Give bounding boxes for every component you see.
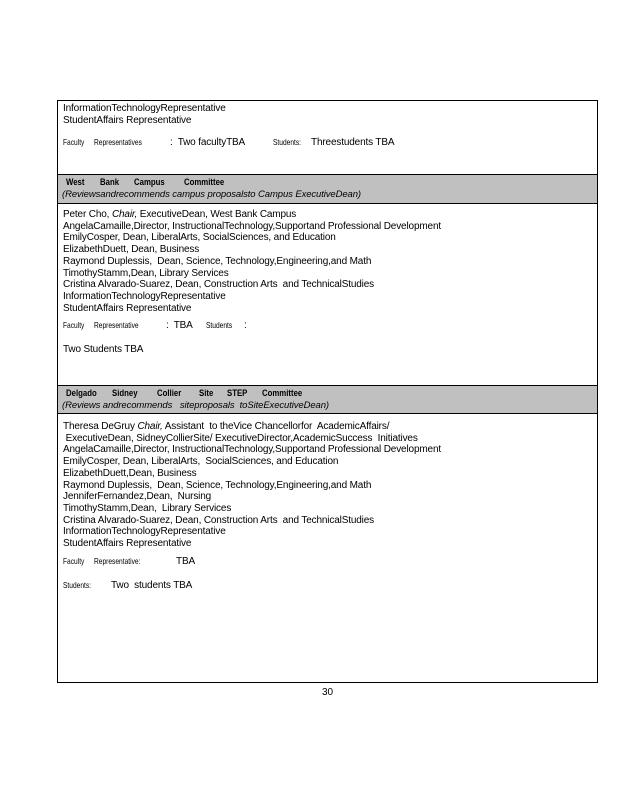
member-line: ElizabethDuett, Dean, Business [63,244,200,256]
intro-line: InformationTechnologyRepresentative [63,103,226,114]
title-word: Campus [134,177,165,188]
delgado-faculty-line [63,556,592,568]
faculty-label: Faculty [63,320,85,331]
member-line: StudentAffairs Representative [63,302,192,314]
west-bank-committee-subtitle: (Reviewsandrecommends campus proposalsto Campus ExecutiveDean) [62,189,361,200]
students-value: Two students TBA [111,579,193,591]
member-line: EmilyCosper, Dean, LiberalArts, SocialSciences, and Education [63,232,336,244]
west-bank-faculty-line [63,320,592,332]
delgado-committee-title [62,387,593,400]
member-line: Cristina Alvarado-Suarez, Dean, Construction Arts and TechnicalStudies [63,514,375,526]
faculty-label: Faculty [63,555,85,566]
students-value: Threestudents TBA [311,137,395,149]
chair-post: ExecutiveDean, West Bank Campus [137,209,297,220]
students-label: Students: [63,579,92,590]
representative-label: Representative: [94,555,141,566]
representatives-label: Representatives [94,137,142,148]
students-note: Two Students TBA [63,344,144,356]
chair-pre: Peter Cho, [63,209,112,220]
member-line: InformationTechnologyRepresentative [63,290,226,302]
member-line: InformationTechnologyRepresentative [63,526,226,538]
member-line: JenniferFernandez,Dean, Nursing [63,491,212,503]
title-word: Site [199,388,214,399]
member-line: Raymond Duplessis, Dean, Science, Technology,Engineering,and Math [63,255,372,267]
chair-line [63,209,592,221]
member-line: StudentAffairs Representative [63,538,192,550]
intro-section [58,101,597,175]
title-word: West [66,177,85,188]
member-line: TimothyStamm,Dean, Library Services [63,267,229,279]
delgado-committee-header [58,386,597,414]
chair-title: Chair, [137,421,163,432]
member-line: AngelaCamaille,Director, InstructionalTechnology,Supportand Professional Development [63,220,441,232]
title-word: Bank [100,177,120,188]
west-bank-committee-title [62,176,593,189]
title-word: Collier [157,388,182,399]
representative-label: Representative [94,320,139,331]
chair-pre: Theresa DeGruy [63,421,138,432]
intro-faculty-students-line [63,137,592,149]
delgado-students-line [63,580,592,592]
west-bank-committee-header [58,175,597,204]
delgado-members-section [58,414,597,678]
faculty-value: : TBA [166,320,193,332]
delgado-committee-subtitle: (Reviews andrecommends siteproposals toSiteExecutiveDean) [62,400,329,411]
faculty-value: : Two facultyTBA [170,137,246,149]
title-word: Committee [262,388,303,399]
chair-line [63,421,592,433]
faculty-value: TBA [176,555,195,567]
title-word: Delgado [66,388,97,399]
chair-line-continued: ExecutiveDean, SidneyCollierSite/ ExecutiveDirector,AcademicSuccess Initiatives [63,432,418,444]
title-word: Committee [184,177,225,188]
intro-line: StudentAffairs Representative [63,114,192,126]
west-bank-members-section [58,204,597,386]
page-number: 30 [321,687,334,698]
title-word: STEP [227,388,248,399]
chair-title: Chair, [111,209,138,220]
committee-table [57,100,598,683]
students-colon: : [244,320,247,332]
faculty-label: Faculty [63,137,85,148]
students-label: Students: [273,137,302,148]
member-line: Cristina Alvarado-Suarez, Dean, Construction Arts and TechnicalStudies [63,279,375,291]
member-line: EmilyCosper, Dean, LiberalArts, SocialSciences, and Education [63,456,339,468]
member-line: Raymond Duplessis, Dean, Science, Technology,Engineering,and Math [63,479,372,491]
students-label: Students [206,320,233,331]
chair-post: Assistant to theVice Chancellorfor AcademicAffairs/ [162,421,390,432]
title-word: Sidney [112,388,138,399]
member-line: TimothyStamm,Dean, Library Services [63,502,232,514]
member-line: ElizabethDuett,Dean, Business [63,467,197,479]
member-line: AngelaCamaille,Director, InstructionalTechnology,Supportand Professional Development [63,444,441,456]
